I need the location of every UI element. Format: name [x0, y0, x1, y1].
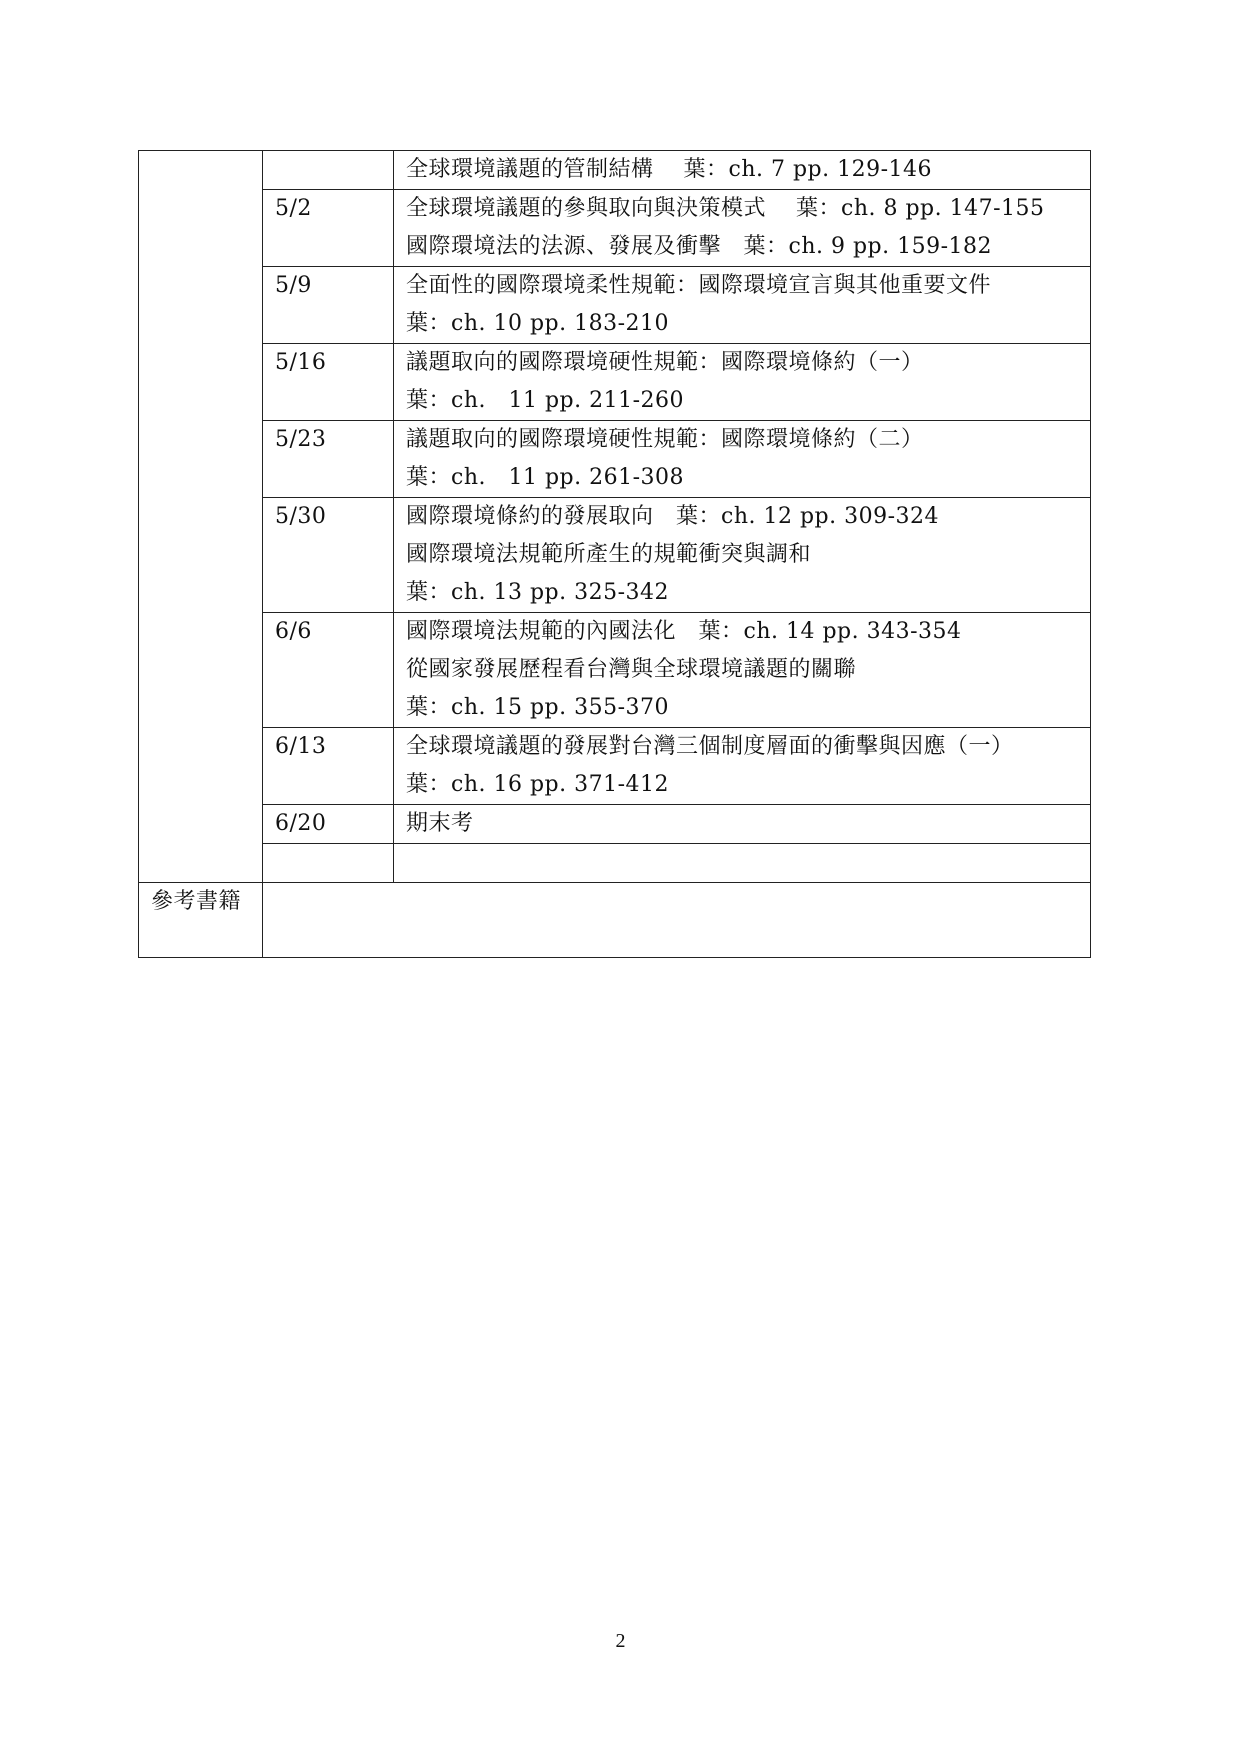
date-cell — [263, 844, 394, 883]
date-cell: 5/30 — [263, 498, 394, 613]
date-cell: 5/9 — [263, 267, 394, 344]
content-cell — [394, 844, 1091, 883]
date-cell: 5/23 — [263, 421, 394, 498]
course-schedule-table — [138, 150, 1091, 958]
table-row — [139, 151, 1091, 190]
content-line: 議題取向的國際環境硬性規範：國際環境條約（二） — [406, 427, 924, 452]
content-line: 葉：ch. 11 pp. 211-260 — [406, 388, 685, 413]
content-cell — [394, 728, 1091, 805]
content-cell — [394, 267, 1091, 344]
content-line: 期末考 — [406, 811, 474, 836]
table-row — [139, 728, 1091, 805]
references-row — [139, 883, 1091, 958]
references-value — [263, 883, 1091, 958]
table-row — [139, 267, 1091, 344]
content-line: 國際環境法規範所產生的規範衝突與調和 — [406, 542, 812, 567]
date-cell: 6/6 — [263, 613, 394, 728]
content-cell — [394, 344, 1091, 421]
content-line: 葉：ch. 10 pp. 183-210 — [406, 311, 670, 336]
content-line: 國際環境法規範的內國法化 葉：ch. 14 pp. 343-354 — [406, 619, 962, 644]
date-cell — [263, 151, 394, 190]
content-line: 從國家發展歷程看台灣與全球環境議題的關聯 — [406, 657, 857, 682]
content-cell — [394, 151, 1091, 190]
content-cell — [394, 190, 1091, 267]
references-label: 參考書籍 — [139, 883, 263, 958]
date-cell: 6/20 — [263, 805, 394, 844]
date-cell: 5/2 — [263, 190, 394, 267]
table-row — [139, 805, 1091, 844]
content-line: 全球環境議題的管制結構 葉：ch. 7 pp. 129-146 — [406, 157, 933, 182]
content-cell — [394, 498, 1091, 613]
table-row — [139, 498, 1091, 613]
content-line: 葉：ch. 16 pp. 371-412 — [406, 772, 670, 797]
content-line: 議題取向的國際環境硬性規範：國際環境條約（一） — [406, 350, 924, 375]
table-row — [139, 613, 1091, 728]
content-line: 全面性的國際環境柔性規範：國際環境宣言與其他重要文件 — [406, 273, 992, 298]
table-row — [139, 844, 1091, 883]
content-line: 國際環境條約的發展取向 葉：ch. 12 pp. 309-324 — [406, 504, 940, 529]
content-line: 葉：ch. 15 pp. 355-370 — [406, 695, 670, 720]
date-cell: 5/16 — [263, 344, 394, 421]
page-number: 2 — [615, 1630, 626, 1652]
content-cell — [394, 613, 1091, 728]
content-line: 全球環境議題的參與取向與決策模式 葉：ch. 8 pp. 147-155 — [406, 196, 1045, 221]
content-line: 葉：ch. 11 pp. 261-308 — [406, 465, 685, 490]
content-line: 葉：ch. 13 pp. 325-342 — [406, 580, 670, 605]
date-cell: 6/13 — [263, 728, 394, 805]
table-row — [139, 421, 1091, 498]
content-cell — [394, 421, 1091, 498]
table-row — [139, 190, 1091, 267]
table-row — [139, 344, 1091, 421]
content-line: 國際環境法的法源、發展及衝擊 葉：ch. 9 pp. 159-182 — [406, 234, 993, 259]
content-cell — [394, 805, 1091, 844]
content-line: 全球環境議題的發展對台灣三個制度層面的衝擊與因應（一） — [406, 734, 1014, 759]
section-label-cell — [139, 151, 263, 883]
